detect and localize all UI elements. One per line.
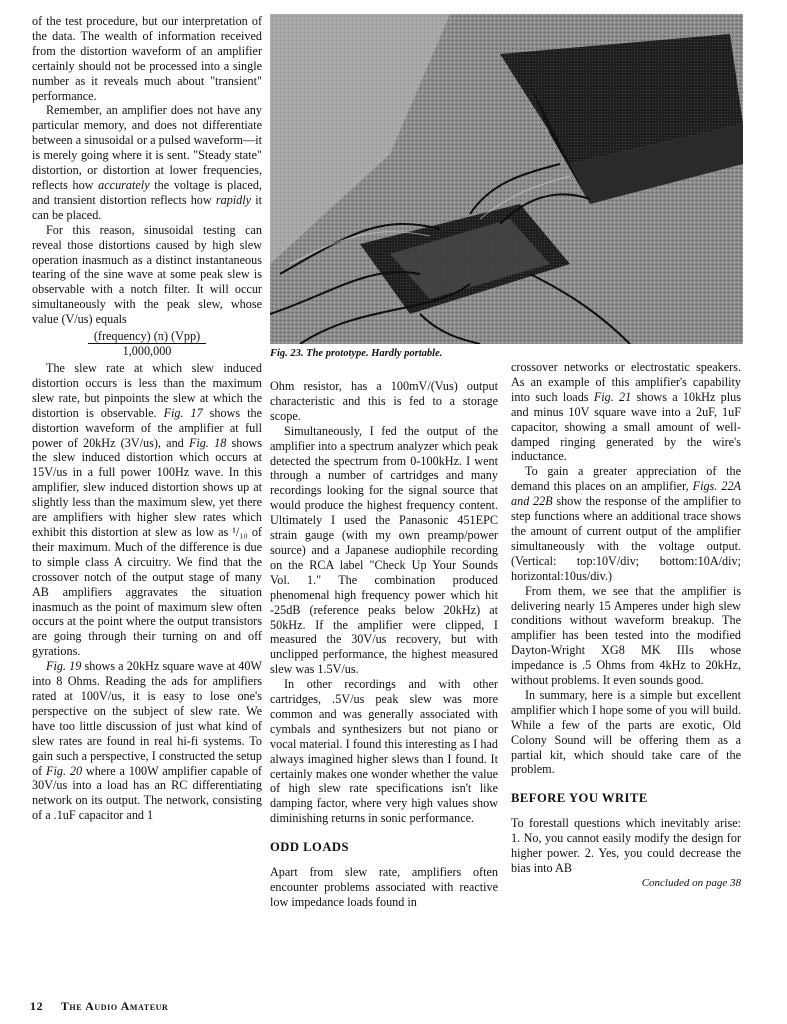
magazine-name: The Audio Amateur: [60, 999, 169, 1013]
emphasis: accurately: [98, 177, 150, 192]
text-run: where a 100W amplifier capable of 30V/us into a load has an RC differentiating network on its output. The network, consisting of a .1uF capacitor and 1: [32, 763, 262, 823]
text-run: show the response of the amplifier to step functions where an additional trace shows the amount of current output of the amplifier simultaneously with the voltage output. (Vertical: top:10V/div; bottom:10A/div; horizontal:10us/div.): [511, 494, 741, 583]
prototype-photo-image: [270, 14, 743, 344]
figure-reference: Fig. 21: [593, 389, 632, 404]
section-heading-odd-loads: ODD LOADS: [270, 840, 350, 855]
text-run: The slew rate at which slew induced distortion occurs is less than the maximum slew rate, but pinpoints the slew at which the distortion is observable.: [32, 361, 262, 420]
continuation-note: Concluded on page 38: [641, 876, 741, 889]
paragraph: [511, 464, 741, 583]
paragraph: Simultaneously, I fed the output of the amplifier into a spectrum analyzer which peak detected the spectrum from 0-100kHz. I went through a number of cartridges and many recordings looking for the signal source that would produce the highest frequency content. Ultimately I used the Panasonic 451EPC strain gauge (with my own preamp/power source) and a Japanese audiophile recording on the RCA label "Check Up Your Sounds Vol. 1." The combination produced phenomenal high frequency power which hit -25dB (reference peaks below 20kHz) at 50kHz. If the amplifier were clipped, I measured the 30V/us recovery, but with unclipped performance, the highest measured slew was 1.5V/us.: [270, 423, 498, 677]
slew-formula: [32, 329, 262, 358]
text-run: it can be placed.: [32, 192, 262, 222]
text-run: crossover networks or electrostatic speakers. As an example of this amplifier's capability into such loads: [511, 360, 741, 404]
paragraph: [32, 103, 262, 222]
article-column-2: [270, 379, 498, 910]
paragraph: To forestall questions which inevitably arise: 1. No, you cannot easily modify the design for higher power. 2. Yes, you could decrease the bias into AB: [511, 816, 741, 875]
text-run: Remember, an amplifier does not have any particular memory, and does not differentiate between a sinusoidal or a pulsed waveform—it is merely going where it is sent. "Steady state" distortion, or distortion at lower frequencies, reflects how: [32, 103, 262, 192]
page-footer: [30, 999, 168, 1014]
text-run: To gain a greater appreciation of the demand this places on an amplifier,: [511, 464, 741, 494]
photo-caption: Fig. 23. The prototype. Hardly portable.: [270, 348, 443, 359]
paragraph: In other recordings and with other cartridges, .5V/us peak slew was more common and was generally associated with cymbals and synthesizers but not piano or vocal material. I found this interesting as I had always imagined higher slews than I found. It certainly makes one wonder whether the value of high slew rate specifications isn't like damping factor, where very high values show diminishing returns in sonic performance.: [270, 677, 498, 826]
text-run: the voltage is placed, and transient distortion reflects how: [32, 177, 262, 207]
paragraph: In summary, here is a simple but excellent amplifier which I hope some of you will build. While a few of the parts are exotic, Old Colony Sound will be offering them as a partial kit, which should take care of the problem.: [511, 687, 741, 777]
section-heading-before-you-write: BEFORE YOU WRITE: [511, 791, 648, 806]
paragraph: Apart from slew rate, amplifiers often encounter problems associated with reactive low impedance loads found in: [270, 865, 498, 909]
paragraph: [32, 659, 262, 823]
page-number: 12: [30, 999, 44, 1013]
figure-reference: Figs. 22A and 22B: [511, 479, 741, 509]
paragraph: [32, 361, 262, 659]
paragraph: [511, 360, 741, 464]
figure-reference: Fig. 17: [163, 405, 203, 420]
paragraph: of the test procedure, but our interpretation of the data. The wealth of information received from the distortion waveform of an amplifier certainly should not be processed into a single number as it reveals much about "transient" performance.: [32, 14, 262, 103]
figure-reference: Fig. 20: [46, 763, 83, 778]
formula-denominator: 1,000,000: [122, 344, 172, 359]
article-column-1: [32, 14, 262, 823]
text-run: shows the distortion waveform of the amplifier at full power of 20kHz (3V/us), and: [32, 405, 262, 450]
paragraph: From them, we see that the amplifier is delivering nearly 15 Amperes under high slew conditions without waveform breakup. The amplifier has been tested into the modified Dayton-Wright XG8 MK IIIs whose impedance is .5 Ohms from 4kHz to 20kHz, without problems. It even sounds good.: [511, 583, 741, 688]
formula-numerator: (frequency) (π) (Vpp): [88, 329, 206, 344]
text-run: shows a 10kHz plus and minus 10V square wave into a 2uF, 1uF capacitor, showing a small amount of well-damped ringing generated by the wire's inductance.: [511, 389, 741, 464]
paragraph: Ohm resistor, has a 100mV/(Vus) output characteristic and this is fed to a storage scope.: [270, 379, 498, 423]
figure-reference: Fig. 19: [46, 659, 82, 674]
text-run: shows the slew induced distortion which occurs at 15V/us in a full power 100Hz wave. In this amplifier, slew induced distortion shows up at slightly less than the maximum slew, yet there are amplifiers with higher slew rates which exhibit this distortion at slew as low as ¹/₁₀ of their maximum. Much of the difference is due to simple class A circuitry. We find that the crossover notch of the output stage of many AB amplifiers aggravates the situation inasmuch as the point of maximum slew often occurs at the point where the output transistors are going through their turning on and off gyrations.: [32, 435, 262, 659]
paragraph: For this reason, sinusoidal testing can reveal those distortions caused by high slew operation inasmuch as a distinct instantaneous tearing of the sine wave at some peak slew is observable with a notch filter. It will occur simultaneously with the peak slew, whose value (V/us) equals: [32, 222, 262, 327]
figure-reference: Fig. 18: [188, 435, 227, 450]
text-run: shows a 20kHz square wave at 40W into 8 Ohms. Reading the ads for amplifiers rated at 100V/us, it is easy to lose one's perspective on the subject of slew rate. We have too little discussion of just what kind of slew rates are found in real hi-fi systems. To gain such a perspective, I constructed the setup of: [32, 659, 262, 778]
prototype-photo: [270, 14, 743, 344]
article-column-3: [511, 360, 741, 890]
emphasis: rapidly: [215, 192, 252, 207]
